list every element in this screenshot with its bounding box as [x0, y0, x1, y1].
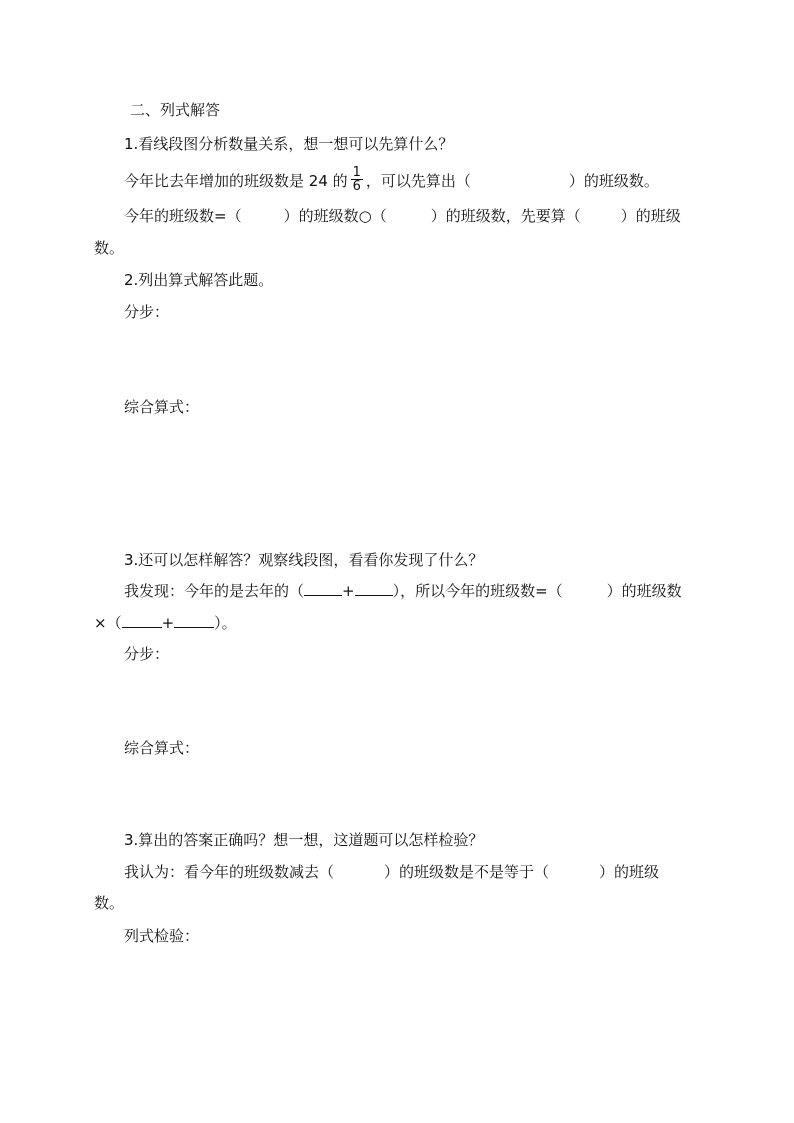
q3-combined-label: 综合算式： [124, 739, 200, 757]
q1-line3: 数。 [94, 239, 125, 257]
q3-title: 3.还可以怎样解答？观察线段图，看看你发现了什么？ [124, 551, 484, 569]
answer-blank[interactable] [355, 581, 393, 596]
q3-steps-label: 分步： [124, 645, 170, 663]
q2-combined-label: 综合算式： [124, 398, 200, 416]
q2-steps-label: 分步： [124, 303, 170, 321]
q1-line1: 今年比去年增加的班级数是 24 的 $\frac{1}{6}$ ，可以先算出（ ）的班级数。 [124, 165, 659, 194]
q1-title: 1.看线段图分析数量关系，想一想可以先算什么？ [124, 135, 454, 153]
section-title: 二、列式解答 [130, 101, 221, 119]
q3-line2: ×（ + ）。 [94, 614, 237, 632]
q1-line2: 今年的班级数=（ ）的班级数○（ ）的班级数，先要算（ ）的班级 [124, 207, 681, 225]
answer-blank[interactable] [304, 581, 342, 596]
q4-line1: 我认为：看今年的班级数减去（ ）的班级数是不是等于（ ）的班级 [124, 863, 660, 881]
fraction-numerator: 1 [352, 165, 361, 180]
q4-line2: 数。 [94, 894, 125, 912]
answer-blank[interactable] [122, 613, 162, 628]
q4-check-label: 列式检验： [124, 927, 200, 945]
operator-circle[interactable]: ○ [358, 207, 372, 225]
fraction-denominator: 6 [352, 179, 361, 194]
q2-title: 2.列出算式解答此题。 [124, 271, 274, 289]
fraction-one-sixth [351, 166, 363, 193]
answer-blank[interactable] [174, 613, 214, 628]
q4-title: 3.算出的答案正确吗？想一想，这道题可以怎样检验？ [124, 831, 484, 849]
q3-line1: 我发现：今年的是去年的（ + ），所以今年的班级数=（ ）的班级数 [124, 582, 682, 600]
